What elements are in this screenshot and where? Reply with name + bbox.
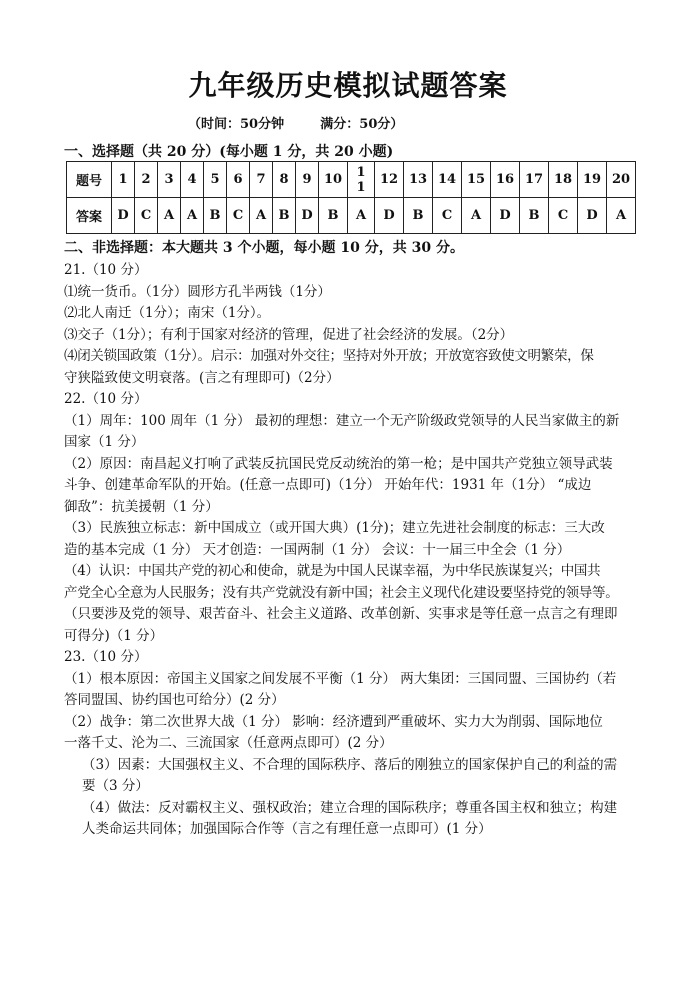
- answer-line: 答同盟国、协约国也可给分）(2 分）: [64, 692, 285, 708]
- answer-line: （3）民族独立标志：新中国成立（或开国大典）(1分)；建立先进社会制度的标志：三大改: [64, 520, 605, 536]
- answer-line: （4）做法：反对霸权主义、强权政治；建立合理的国际秩序；尊重各国主权和独立；构建: [82, 799, 618, 816]
- question-number-cell: 14: [433, 162, 462, 198]
- answer-cell: D: [112, 198, 135, 234]
- question-number-cell: 1 1: [348, 162, 375, 198]
- answer-line: （1）根本原因：帝国主义国家之间发展不平衡（1 分） 两大集团：三国同盟、三国协约（若: [64, 670, 617, 687]
- question-number-cell: 1: [112, 162, 135, 198]
- answer-line: 23.（10 分）: [64, 649, 148, 665]
- answer-cell: D: [375, 198, 404, 234]
- section-2-heading: 二、非选择题：本大题共 3 个小题，每小题 10 分，共 30 分。: [64, 240, 464, 256]
- question-number-cell: 3: [158, 162, 181, 198]
- question-number-cell: 16: [491, 162, 520, 198]
- answer-cell: B: [404, 198, 433, 234]
- answer-line: 可得分)（1 分）: [64, 627, 164, 644]
- answer-cell: B: [204, 198, 227, 234]
- question-number-cell: 7: [250, 162, 273, 198]
- answer-cell: D: [491, 198, 520, 234]
- question-number-cell: 20: [607, 162, 636, 198]
- question-number-cell: 5: [204, 162, 227, 198]
- answer-line: （2）战争：第二次世界大战（1 分） 影响：经济遭到严重破坏、实力大为削弱、国际地位: [64, 713, 603, 730]
- question-number-cell: 10: [319, 162, 348, 198]
- answer-table: [66, 161, 636, 234]
- answer-line: 22.（10 分）: [64, 391, 148, 407]
- answer-cell: A: [348, 198, 375, 234]
- answer-line: （只要涉及党的领导、艰苦奋斗、社会主义道路、改革创新、实事求是等任意一点言之有理即: [64, 606, 618, 622]
- answer-cell: C: [227, 198, 250, 234]
- answer-line: ⑴统一货币。（1分）圆形方孔半两钱（1分）: [64, 283, 331, 300]
- answer-line: 要（3 分）: [82, 778, 149, 794]
- answer-cell: C: [135, 198, 158, 234]
- answer-line: （3）因素：大国强权主义、不合理的国际秩序、落后的刚独立的国家保护自己的利益的需: [82, 756, 618, 773]
- answer-body: [64, 260, 644, 841]
- answer-cell: D: [296, 198, 319, 234]
- answer-line: 造的基本完成（1 分） 天才创造：一国两制（1 分） 会议：十一届三中全会（1 分）: [64, 541, 571, 558]
- answer-row: [67, 198, 636, 234]
- answer-cell: D: [578, 198, 607, 234]
- question-number-cell: 17: [520, 162, 549, 198]
- section-1-heading: 一、选择题（共 20 分）(每小题 1 分，共 20 小题): [64, 144, 394, 160]
- answer-cell: A: [181, 198, 204, 234]
- question-number-cell: 19: [578, 162, 607, 198]
- row-label: 题号: [67, 162, 112, 198]
- answer-cell: A: [607, 198, 636, 234]
- question-number-cell: 8: [273, 162, 296, 198]
- question-number-cell: 6: [227, 162, 250, 198]
- answer-cell: A: [250, 198, 273, 234]
- answer-line: 守狭隘致使文明衰落。(言之有理即可)（2分）: [64, 369, 340, 386]
- answer-line: 斗争、创建革命军队的开始。(任意一点即可)（1分） 开始年代：1931 年（1分） “成边: [64, 477, 592, 493]
- answer-cell: A: [462, 198, 491, 234]
- answer-cell: B: [520, 198, 549, 234]
- answer-cell: A: [158, 198, 181, 234]
- answer-line: ⑵北人南迁（1分）；南宋（1分）。: [64, 305, 271, 321]
- question-number-cell: 15: [462, 162, 491, 198]
- answer-line: 21.（10 分）: [64, 262, 148, 278]
- answer-line: 一落千丈、沦为二、三流国家（任意两点即可）(2 分）: [64, 735, 393, 751]
- question-number-cell: 18: [549, 162, 578, 198]
- exam-info: （时间：50分钟 满分：50分）: [188, 117, 404, 132]
- answer-line: 御敌”：抗美援朝（1 分）: [64, 498, 219, 515]
- answer-line: （4）认识：中国共产党的初心和使命，就是为中国人民谋幸福，为中华民族谋复兴；中国共: [64, 563, 601, 579]
- answer-line: 产党全心全意为人民服务；没有共产党就没有新中国；社会主义现代化建设要坚持党的领导等。: [64, 584, 619, 601]
- question-number-cell: 9: [296, 162, 319, 198]
- answer-cell: C: [433, 198, 462, 234]
- answer-line: ⑷闭关锁国政策（1分）。启示：加强对外交往；坚持对外开放；开放宽容致使文明繁荣，保: [64, 348, 594, 364]
- answer-line: ⑶交子（1分）；有利于国家对经济的管理，促进了社会经济的发展。（2分）: [64, 326, 514, 343]
- question-number-cell: 4: [181, 162, 204, 198]
- question-number-cell: 13: [404, 162, 433, 198]
- answer-cell: B: [319, 198, 348, 234]
- answer-line: （1）周年：100 周年（1 分） 最初的理想：建立一个无产阶级政党领导的人民当家做主的新: [64, 412, 620, 429]
- answer-line: 国家（1 分）: [64, 434, 145, 450]
- answer-cell: B: [273, 198, 296, 234]
- answer-cell: C: [549, 198, 578, 234]
- question-number-cell: 12: [375, 162, 404, 198]
- answer-line: 人类命运共同体；加强国际合作等（言之有理任意一点即可）(1 分）: [82, 821, 492, 837]
- question-number-cell: 2: [135, 162, 158, 198]
- page-title: 九年级历史模拟试题答案: [188, 69, 508, 102]
- question-number-row: [67, 162, 636, 198]
- answer-line: （2）原因：南昌起义打响了武装反抗国民党反动统治的第一枪；是中国共产党独立领导武装: [64, 455, 613, 472]
- row-label: 答案: [67, 198, 112, 234]
